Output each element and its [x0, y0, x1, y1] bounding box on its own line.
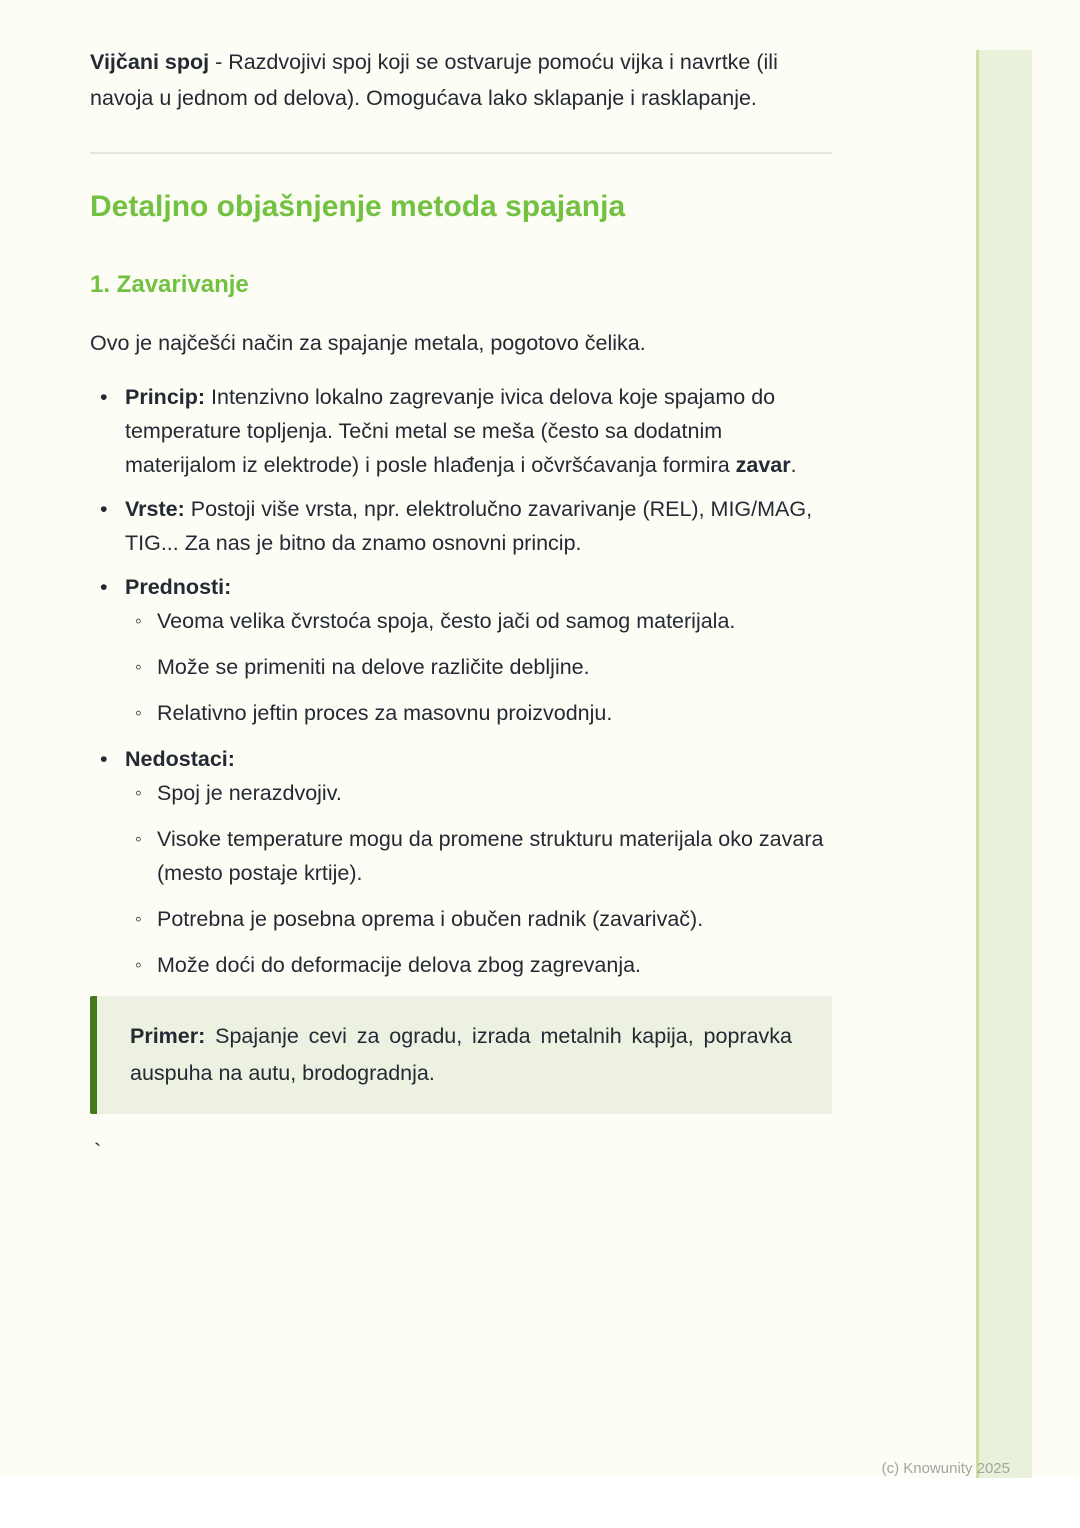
stray-backtick: ` [94, 1139, 102, 1164]
intro-definition: - Razdvojivi spoj koji se ostvaruje pomoću vijka i navrtke (ili navoja u jednom od delova). Omogućava lako sklapanje i rasklapanje. [90, 50, 778, 110]
method-details-list [90, 380, 832, 982]
sub-bullet-item [125, 650, 832, 684]
bullet-item-prednosti [90, 570, 832, 730]
bullet-bold-term: zavar [735, 453, 791, 477]
sub-bullet-text: Visoke temperature mogu da promene strukturu materijala oko zavara (mesto postaje krtije). [157, 827, 824, 885]
bullet-text: Intenzivno lokalno zagrevanje ivica delova koje spajamo do temperature topljenja. Tečni metal se meša (često sa dodatnim materijalom iz elektrode) i posle hlađenja i očvršćavanja formira [125, 385, 776, 477]
bullet-item-vrste [90, 492, 832, 560]
bullet-item-princip [90, 380, 832, 482]
footer-copyright: (c) Knowunity 2025 [881, 1460, 1010, 1477]
example-callout [90, 996, 832, 1114]
prednosti-sublist [125, 604, 832, 730]
bullet-text-after: . [790, 453, 797, 477]
sub-bullet-text: Spoj je nerazdvojiv. [157, 781, 342, 805]
section-divider [90, 152, 832, 154]
page-side-stripe [976, 50, 1032, 1478]
bullet-text: Postoji više vrsta, npr. elektrolučno zavarivanje (REL), MIG/MAG, TIG... Za nas je bitno da znamo osnovni princip. [125, 497, 813, 555]
page-bottom-margin [0, 1478, 1080, 1528]
sub-bullet-text: Veoma velika čvrstoća spoja, često jači od samog materijala. [157, 609, 736, 633]
intro-term: Vijčani spoj [90, 50, 210, 74]
sub-bullet-text: Može se primeniti na delove različite debljine. [157, 655, 590, 679]
sub-bullet-item [125, 948, 832, 982]
sub-bullet-item [125, 822, 832, 890]
document-content [90, 0, 832, 1164]
section-heading: Detaljno objašnjenje metoda spajanja [90, 190, 626, 223]
sub-bullet-text: Može doći do deformacije delova zbog zagrevanja. [157, 953, 642, 977]
bullet-label: Princip: [125, 385, 206, 409]
sub-bullet-item [125, 776, 832, 810]
sub-bullet-item [125, 696, 832, 730]
subsection-heading: 1. Zavarivanje [90, 271, 249, 298]
nedostaci-sublist [125, 776, 832, 982]
sub-bullet-item [125, 902, 832, 936]
bullet-label: Vrste: [125, 497, 185, 521]
lead-paragraph: Ovo je najčešći način za spajanje metala, pogotovo čelika. [90, 331, 646, 355]
sub-bullet-text: Relativno jeftin proces za masovnu proizvodnju. [157, 701, 613, 725]
bullet-label: Prednosti: [125, 575, 232, 599]
sub-bullet-text: Potrebna je posebna oprema i obučen radnik (zavarivač). [157, 907, 704, 931]
intro-paragraph [90, 44, 832, 116]
bullet-item-nedostaci [90, 742, 832, 982]
callout-label: Primer: [130, 1024, 206, 1048]
sub-bullet-item [125, 604, 832, 638]
bullet-label: Nedostaci: [125, 747, 235, 771]
callout-text: Spajanje cevi za ogradu, izrada metalnih kapija, popravka auspuha na autu, brodogradnja. [130, 1024, 792, 1085]
